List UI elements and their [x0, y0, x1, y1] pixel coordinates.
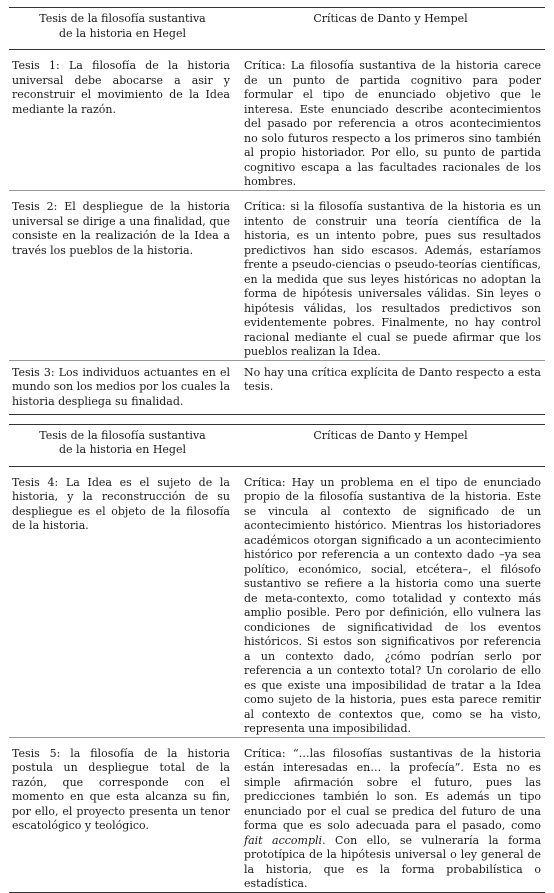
critique-cell — [236, 737, 545, 892]
critique-cell: Crítica: si la filosofía sustantiva de la historia es un intento de construir una teoría científica de la historia, es un intento pobre, pues sus resultados predictivos han sido escasos. Además, estaríamos frente a pseudo-ciencias o pseudo-teorías científicas, en la medida que sus leyes históricas no adoptan la forma de hipótesis universales válidas. Sin leyes o hipótesis válidas, los resultados predictivos son evidentemente pobres. Finalmente, no hay control racional mediante el cual se puede afirmar que los pueblos realizan la Idea. — [236, 191, 545, 361]
header-critique: Críticas de Danto y Hempel — [236, 8, 545, 50]
critique-cell: No hay una crítica explícita de Danto respecto a esta tesis. — [236, 360, 545, 414]
header-critique: Críticas de Danto y Hempel — [236, 424, 545, 466]
thesis-critique-table-1 — [9, 7, 545, 415]
table-row — [9, 737, 545, 892]
thesis-cell: Tesis 2: El despliegue de la historia universal se dirige a una finalidad, que consiste en la realización de la Idea a través los pueblos de la historia. — [9, 191, 236, 361]
table-row — [9, 50, 545, 191]
thesis-critique-table-2 — [9, 424, 545, 893]
table-row — [9, 466, 545, 737]
table-gap — [9, 415, 545, 424]
italic-term: fait accompli — [244, 833, 323, 847]
header-thesis: Tesis de la filosofía sustantiva de la historia en Hegel — [9, 8, 236, 50]
document-page — [9, 7, 545, 893]
critique-cell: Crítica: Hay un problema en el tipo de enunciado propio de la filosofía sustantiva de la historia. Este se vincula al contexto de significado de un acontecimiento histórico. Mientras los historiadores académicos otorgan significado a un acontecimiento histórico por referencia a un contexto dado –ya sea político, económico, social, etcétera–, el filósofo sustantivo se refiere a la historia como una suerte de meta-contexto, como totalidad y contexto más amplio posible. Pero por definición, ello vulnera las condiciones de significatividad de los eventos históricos. Si estos son significativos por referencia a un contexto dado, ¿cómo podrían serlo por referencia a un contexto total? Un corolario de ello es que existe una imposibilidad de tratar a la Idea como sujeto de la historia, pues esta parece remitir al contexto de contextos que, como se ha visto, representa una imposibilidad. — [236, 466, 545, 737]
table-row — [9, 360, 545, 414]
header-thesis: Tesis de la filosofía sustantiva de la historia en Hegel — [9, 424, 236, 466]
table-row — [9, 191, 545, 361]
table-header-row — [9, 8, 545, 50]
thesis-cell: Tesis 1: La filosofía de la historia universal debe abocarse a asir y reconstruir el movimiento de la Idea mediante la razón. — [9, 50, 236, 191]
table-header-row — [9, 424, 545, 466]
thesis-cell: Tesis 5: la filosofía de la historia postula un despliegue total de la razón, que corresponde con el momento en que esta alcanza su fin, por ello, el proyecto presenta un tenor escatológico y teológico. — [9, 737, 236, 892]
thesis-cell: Tesis 3: Los individuos actuantes en el mundo son los medios por los cuales la historia despliega su finalidad. — [9, 360, 236, 414]
critique-text: Crítica: “…las filosofías sustantivas de la historia están interesadas en… la profecía”. Esta no es simple afirmación sobre el futuro, pues las predicciones también lo son. Es además un tipo enunciado por el cual se predica del futuro de una forma que es solo adecuada para el pasado, como fait accompli. Con ello, se vulneraría la forma prototípica de la hipótesis universal o ley general de la historia, que es la forma probabilística o estadística. — [244, 746, 542, 890]
thesis-cell: Tesis 4: La Idea es el sujeto de la historia, y la reconstrucción de su despliegue es el objeto de la filosofía de la historia. — [9, 466, 236, 737]
critique-cell: Crítica: La filosofía sustantiva de la historia carece de un punto de partida cognitivo para poder formular el tipo de enunciado objetivo que le interesa. Este enunciado describe acontecimientos del pasado por referencia a otros acontecimientos no solo futuros respecto a los primeros sino también al propio historiador. Por ello, su punto de partida cognitivo escapa a las facultades racionales de los hombres. — [236, 50, 545, 191]
